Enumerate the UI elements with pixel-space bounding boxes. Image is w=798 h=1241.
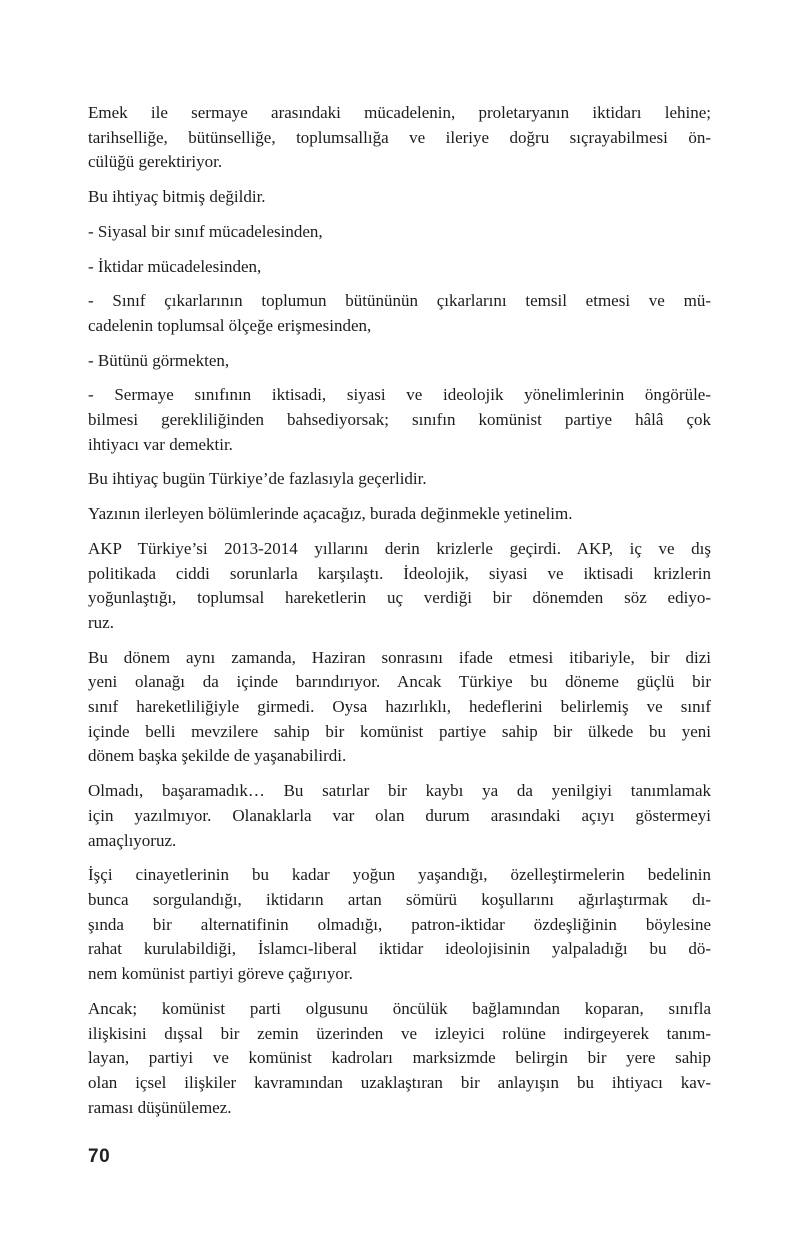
- text-line: tarihselliğe, bütünselliğe, toplumsallığa ve ileriye doğru sıçrayabilmesi ön-: [88, 127, 711, 147]
- text-line: içinde belli mevzilere sahip bir komünist partiye sahip bir ülkede bu yeni: [88, 721, 711, 741]
- text-line: - Siyasal bir sınıf mücadelesinden,: [88, 221, 323, 241]
- text-line: cadelenin toplumsal ölçeğe erişmesinden,: [88, 315, 372, 335]
- text-line: ilişkisini dışsal bir zemin üzerinden ve izleyici rolüne indirgeyerek tanım-: [88, 1023, 711, 1043]
- paragraph: [88, 289, 711, 338]
- paragraph: [88, 220, 711, 245]
- text-line: Yazının ilerleyen bölümlerinde açacağız, burada değinmekle yetinelim.: [88, 504, 573, 524]
- paragraph: [88, 646, 711, 770]
- text-line: İşçi cinayetlerinin bu kadar yoğun yaşandığı, özelleştirmelerin bedelinin: [88, 865, 711, 885]
- text-line: - Sınıf çıkarlarının toplumun bütününün çıkarlarını temsil etmesi ve mü-: [88, 291, 711, 311]
- text-line: Bu ihtiyaç bugün Türkiye’de fazlasıyla geçerlidir.: [88, 469, 427, 489]
- text-line: bunca sorgulandığı, iktidarın artan sömürü koşullarını ağırlaştırmak dı-: [88, 889, 711, 909]
- paragraph: [88, 537, 711, 636]
- text-line: politikada ciddi sorunlarla karşılaştı. İdeolojik, siyasi ve iktisadi krizlerin: [88, 563, 711, 583]
- text-line: Bu dönem aynı zamanda, Haziran sonrasını ifade etmesi itibariyle, bir dizi: [88, 647, 711, 667]
- paragraph: [88, 863, 711, 987]
- paragraph: [88, 383, 711, 457]
- page-number: 70: [88, 1146, 111, 1167]
- text-line: yeni olanağı da içinde barındırıyor. Ancak Türkiye bu döneme güçlü bir: [88, 672, 711, 692]
- text-line: Bu ihtiyaç bitmiş değildir.: [88, 187, 266, 207]
- text-line: cülüğü gerektiriyor.: [88, 152, 223, 172]
- paragraph: [88, 502, 711, 527]
- text-line: - Sermaye sınıfının iktisadi, siyasi ve ideolojik yönelimlerinin öngörüle-: [88, 385, 711, 405]
- text-line: sınıf hareketliliğiyle girmedi. Oysa hazırlıklı, hedeflerini belirlemiş ve sınıf: [88, 697, 711, 717]
- text-line: için yazılmıyor. Olanaklarla var olan durum arasındaki açıyı göstermeyi: [88, 805, 711, 825]
- page-content: [88, 101, 711, 1120]
- paragraph: [88, 349, 711, 374]
- text-line: AKP Türkiye’si 2013-2014 yıllarını derin krizlerle geçirdi. AKP, iç ve dış: [88, 538, 711, 558]
- text-line: bilmesi gerekliliğinden bahsediyorsak; sınıfın komünist partiye hâlâ çok: [88, 410, 711, 430]
- text-line: - Bütünü görmekten,: [88, 350, 230, 370]
- text-line: - İktidar mücadelesinden,: [88, 256, 262, 276]
- paragraph: [88, 185, 711, 210]
- text-line: ruz.: [88, 612, 114, 632]
- text-line: amaçlıyoruz.: [88, 830, 177, 850]
- text-line: yoğunlaştığı, toplumsal hareketlerin uç verdiği bir dönemden söz ediyo-: [88, 588, 711, 608]
- text-line: layan, partiyi ve komünist kadroları marksizmde belirgin bir yere sahip: [88, 1048, 711, 1068]
- paragraph: [88, 467, 711, 492]
- text-line: ihtiyacı var demektir.: [88, 434, 233, 454]
- text-line: şında bir alternatifinin olmadığı, patron-iktidar özdeşliğinin böylesine: [88, 914, 711, 934]
- paragraph: [88, 779, 711, 853]
- text-line: Olmadı, başaramadık… Bu satırlar bir kaybı ya da yenilgiyi tanımlamak: [88, 781, 711, 801]
- text-line: dönem başka şekilde de yaşanabilirdi.: [88, 746, 347, 766]
- text-line: Ancak; komünist parti olgusunu öncülük bağlamından koparan, sınıfla: [88, 998, 711, 1018]
- paragraph: [88, 997, 711, 1121]
- paragraph: [88, 101, 711, 175]
- text-line: nem komünist partiyi göreve çağırıyor.: [88, 964, 353, 984]
- text-line: olan içsel ilişkiler kavramından uzaklaştıran bir anlayışın bu ihtiyacı kav-: [88, 1072, 711, 1092]
- paragraph: [88, 255, 711, 280]
- text-line: Emek ile sermaye arasındaki mücadelenin, proletaryanın iktidarı lehine;: [88, 103, 711, 122]
- text-line: raması düşünülemez.: [88, 1097, 232, 1117]
- text-line: rahat kurulabildiği, İslamcı-liberal iktidar ideolojisinin yalpaladığı bu dö-: [88, 939, 711, 959]
